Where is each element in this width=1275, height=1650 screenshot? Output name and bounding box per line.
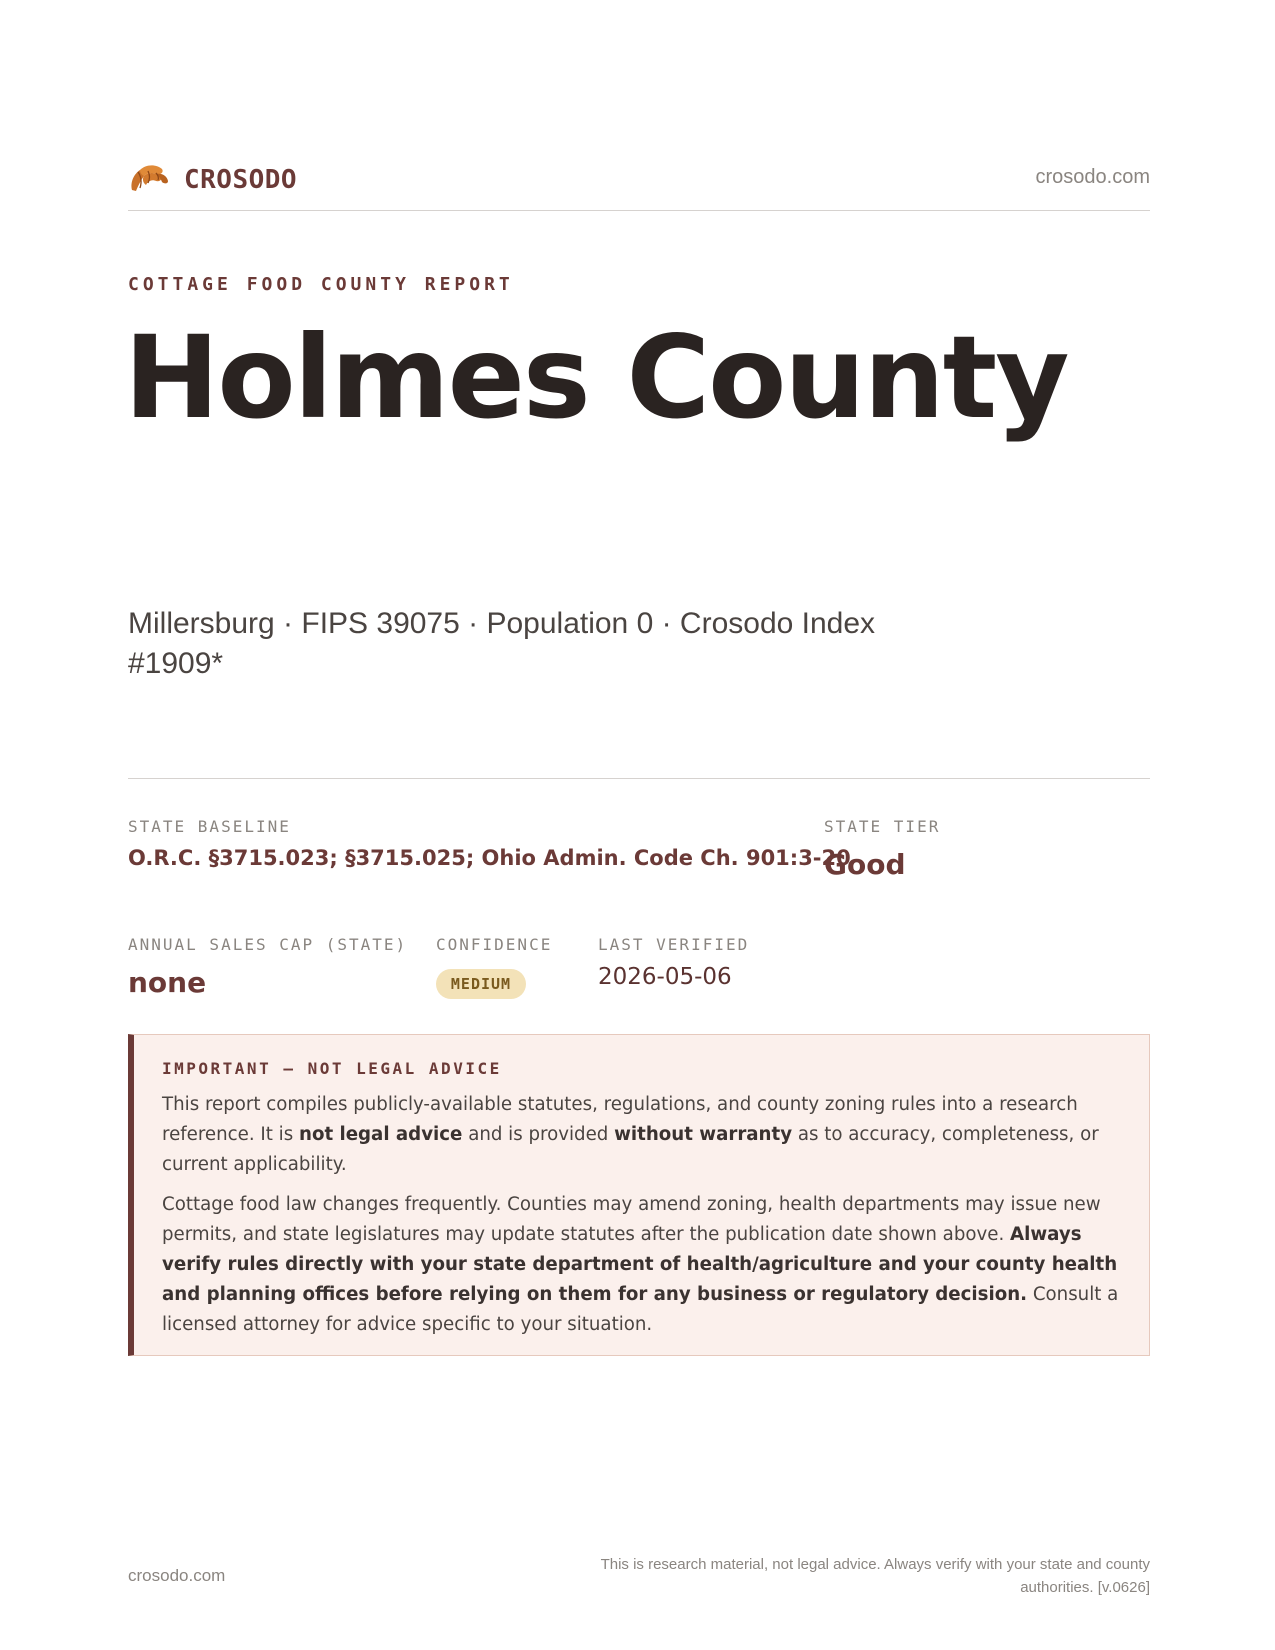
notice-heading: IMPORTANT — NOT LEGAL ADVICE bbox=[162, 1059, 502, 1078]
state-baseline-value: O.R.C. §3715.023; §3715.025; Ohio Admin. Code Ch. 901:3-20 bbox=[128, 846, 851, 870]
brand[interactable] bbox=[128, 160, 297, 200]
croissant-icon bbox=[128, 160, 170, 200]
page-title: Holmes County bbox=[124, 311, 1068, 444]
notice-paragraph-1: This report compiles publicly-available statutes, regulations, and county zoning rules into a research reference. It is not legal advice and is provided without warranty as to accuracy, completeness, or current applicability. bbox=[162, 1094, 1099, 1175]
confidence-badge: MEDIUM bbox=[436, 969, 526, 999]
state-baseline-label: STATE BASELINE bbox=[128, 817, 291, 836]
state-tier-label: STATE TIER bbox=[824, 817, 941, 836]
notice-paragraph-2: Cottage food law changes frequently. Counties may amend zoning, health departments may issue new permits, and state legislatures may update statutes after the publication date shown above. Always verify rules directly with your state department of health/agriculture and your county health and planning offices before relying on them for any business or regulatory decision. Consult a licensed attorney for advice specific to your situation. bbox=[162, 1194, 1119, 1335]
last-verified-label: LAST VERIFIED bbox=[598, 935, 750, 954]
footer-disclaimer: This is research material, not legal advice. Always verify with your state and county authorities. [v.0626] bbox=[600, 1556, 1150, 1596]
footer-url[interactable]: crosodo.com bbox=[128, 1566, 226, 1585]
report-eyebrow: COTTAGE FOOD COUNTY REPORT bbox=[128, 274, 514, 295]
legal-notice bbox=[128, 1034, 1150, 1356]
sales-cap-value: none bbox=[128, 966, 207, 999]
sales-cap-label: ANNUAL SALES CAP (STATE) bbox=[128, 935, 408, 954]
last-verified-value: 2026-05-06 bbox=[598, 964, 732, 990]
section-divider bbox=[128, 778, 1150, 779]
site-url-link[interactable]: crosodo.com bbox=[1035, 166, 1150, 188]
brand-name: CROSODO bbox=[184, 165, 298, 195]
state-tier-value: Good bbox=[824, 848, 906, 881]
county-summary: Millersburg · FIPS 39075 · Population 0 · Crosodo Index #1909* bbox=[128, 607, 876, 680]
confidence-label: CONFIDENCE bbox=[436, 935, 553, 954]
header-bar bbox=[128, 160, 1150, 211]
